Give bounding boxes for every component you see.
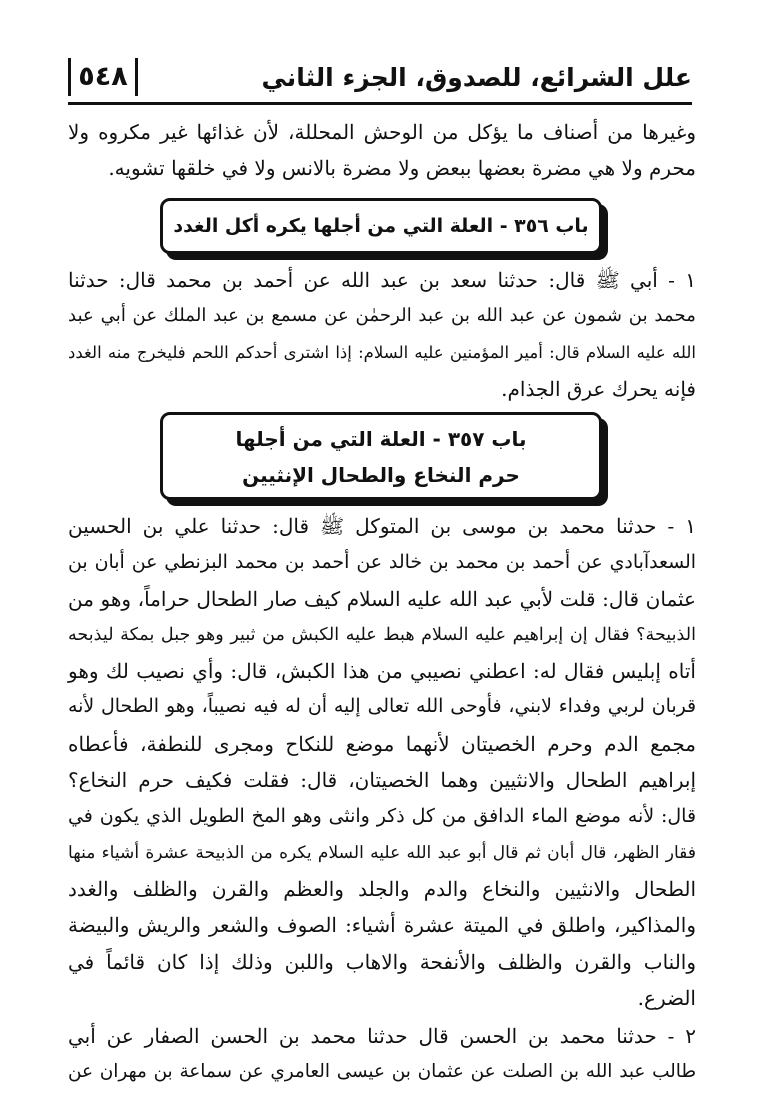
text-line: الطحال والانثيين والنخاع والدم والجلد والعظم والقرن والظلف والغدد (68, 876, 696, 901)
text-line: الله عليه السلام قال: أمير المؤمنين عليه السلام: إذا اشترى أحدكم اللحم فليخرج منه الغدد (68, 342, 696, 362)
intro-paragraph (68, 114, 696, 187)
text-line: مجمع الدم وحرم الخصيتان لأنهما موضع للنكاح ومجرى للنطفة، فأعطاه (68, 731, 696, 756)
text-line: ١ - حدثنا محمد بن موسى بن المتوكل ﷺ قال: حدثنا علي بن الحسين (68, 514, 697, 538)
page-header (68, 52, 692, 105)
chapter-357-heading (160, 412, 602, 500)
text-line: قال: لأنه موضع الماء الدافق من كل ذكر وانثى وهو المخ الطويل الذي يكون في (68, 805, 696, 828)
hadith-paragraph (68, 1018, 696, 1091)
chapter-title-line: حرم النخاع والطحال الإنثيين (242, 463, 520, 487)
text-line: السعدآبادي عن أحمد بن محمد بن خالد عن أحمد بن محمد البزنطي عن أبان بن (68, 551, 696, 574)
text-line: والناب والقرن والظلف والأنفحة والاهاب واللبن وذلك إذا كان قائماً في (68, 949, 696, 974)
text-line: والمذاكير، واطلق في الميتة عشرة أشياء: الصوف والشعر والريش والبيضة (68, 913, 696, 938)
text-line: محرم ولا هي مضرة بعضها ببعض ولا مضرة بالانس ولا في خلقها تشويه. (108, 156, 696, 181)
text-line: ١ - أبي ﷺ قال: حدثنا سعد بن عبد الله عن أحمد بن محمد قال: حدثنا (68, 268, 696, 292)
chapter-title-line: باب ٣٥٧ - العلة التي من أجلها (235, 427, 527, 451)
text-line: فإنه يحرك عرق الجذام. (501, 376, 696, 401)
text-line: طالب عبد الله بن الصلت عن عثمان بن عيسى العامري عن سماعة بن مهران عن (68, 1061, 696, 1083)
text-line: الضرع. (637, 985, 696, 1010)
text-line: أتاه إبليس فقال له: اعطني نصيبي من هذا الكبش، قال: وأي نصيب لك وهو (68, 659, 696, 684)
text-line: ٢ - حدثنا محمد بن الحسن قال حدثنا محمد بن الحسن الصفار عن أبي (68, 1024, 696, 1048)
chapter-title: باب ٣٥٦ - العلة التي من أجلها يكره أكل الغدد (173, 215, 589, 237)
text-line: فقار الظهر، قال أبان ثم قال أبو عبد الله عليه السلام يكره من الذبيحة عشرة أشياء منها (68, 842, 696, 863)
text-line: إبراهيم الطحال والانثيين وهما الخصيتان، قال: فقلت فكيف حرم النخاع؟ (68, 768, 696, 793)
running-title: علل الشرائع، للصدوق، الجزء الثاني (261, 63, 692, 92)
text-line: وغيرها من أصناف ما يؤكل من الوحش المحللة، لأن غذائها غير مكروه ولا (68, 120, 696, 144)
text-line: قربان لربي وفداء لابني، فأوحى الله تعالى إليه أن له فيه نصيباً، وهو الطحال لأنه (68, 696, 696, 718)
hadith-paragraph (68, 508, 696, 1016)
text-line: عثمان قال: قلت لأبي عبد الله عليه السلام كيف صار الطحال حراماً، وهو من (68, 586, 696, 611)
hadith-paragraph (68, 262, 696, 407)
text-line: محمد بن شمون عن عبد الله بن عبد الرحمٰن عن مسمع بن عبد الملك عن أبي عبد (68, 305, 696, 327)
page-number: ٥٤٨ (68, 58, 138, 96)
chapter-356-heading (160, 198, 602, 254)
text-line: الذبيحة؟ فقال إن إبراهيم عليه السلام هبط عليه الكبش من ثبير وهو جبل بمكة ليذبحه (68, 624, 696, 645)
